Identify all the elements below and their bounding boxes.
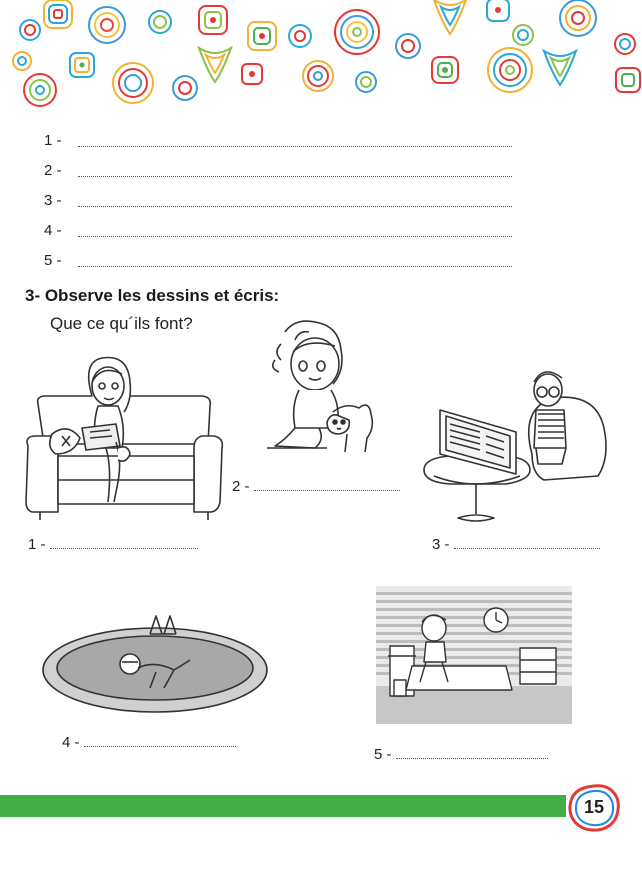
dotted-line: [78, 206, 512, 207]
answer-1[interactable]: [28, 536, 198, 553]
answer-number: 2 -: [232, 478, 250, 495]
dotted-line: [84, 736, 236, 747]
boy-swimming-pool-illustration: [38, 612, 272, 716]
dotted-line: [78, 176, 512, 177]
dotted-line: [78, 266, 512, 267]
page-number: 15: [583, 797, 605, 817]
dotted-line: [396, 748, 548, 759]
answer-number: 4 -: [62, 734, 80, 751]
writing-line[interactable]: [44, 192, 524, 212]
answer-number: 5 -: [374, 746, 392, 763]
decorative-circles-header: [0, 0, 642, 110]
writing-line[interactable]: [44, 162, 524, 182]
dotted-line: [78, 236, 512, 237]
dotted-line: [50, 538, 198, 549]
answer-5[interactable]: [374, 746, 548, 763]
girl-on-sofa-illustration: [22, 352, 226, 522]
line-number: 5 -: [44, 252, 62, 269]
boy-watching-tv-illustration: [420, 362, 612, 524]
answer-3[interactable]: [432, 536, 600, 553]
dotted-line: [454, 538, 600, 549]
answer-number: 3 -: [432, 536, 450, 553]
answer-4[interactable]: [62, 734, 236, 751]
writing-line[interactable]: [44, 252, 524, 272]
line-number: 1 -: [44, 132, 62, 149]
girl-with-dog-illustration: [255, 316, 379, 462]
dotted-line: [78, 146, 512, 147]
answer-number: 1 -: [28, 536, 46, 553]
line-number: 4 -: [44, 222, 62, 239]
line-number: 3 -: [44, 192, 62, 209]
writing-line[interactable]: [44, 222, 524, 242]
footer-bar: [0, 795, 566, 817]
answer-2[interactable]: [232, 478, 400, 495]
writing-line[interactable]: [44, 132, 524, 152]
boy-jumping-on-bed-illustration: [376, 586, 572, 724]
exercise-question: Que ce qu´ils font?: [50, 314, 193, 333]
exercise-heading: 3- Observe les dessins et écris:: [25, 286, 280, 305]
dotted-line: [254, 480, 400, 491]
line-number: 2 -: [44, 162, 62, 179]
